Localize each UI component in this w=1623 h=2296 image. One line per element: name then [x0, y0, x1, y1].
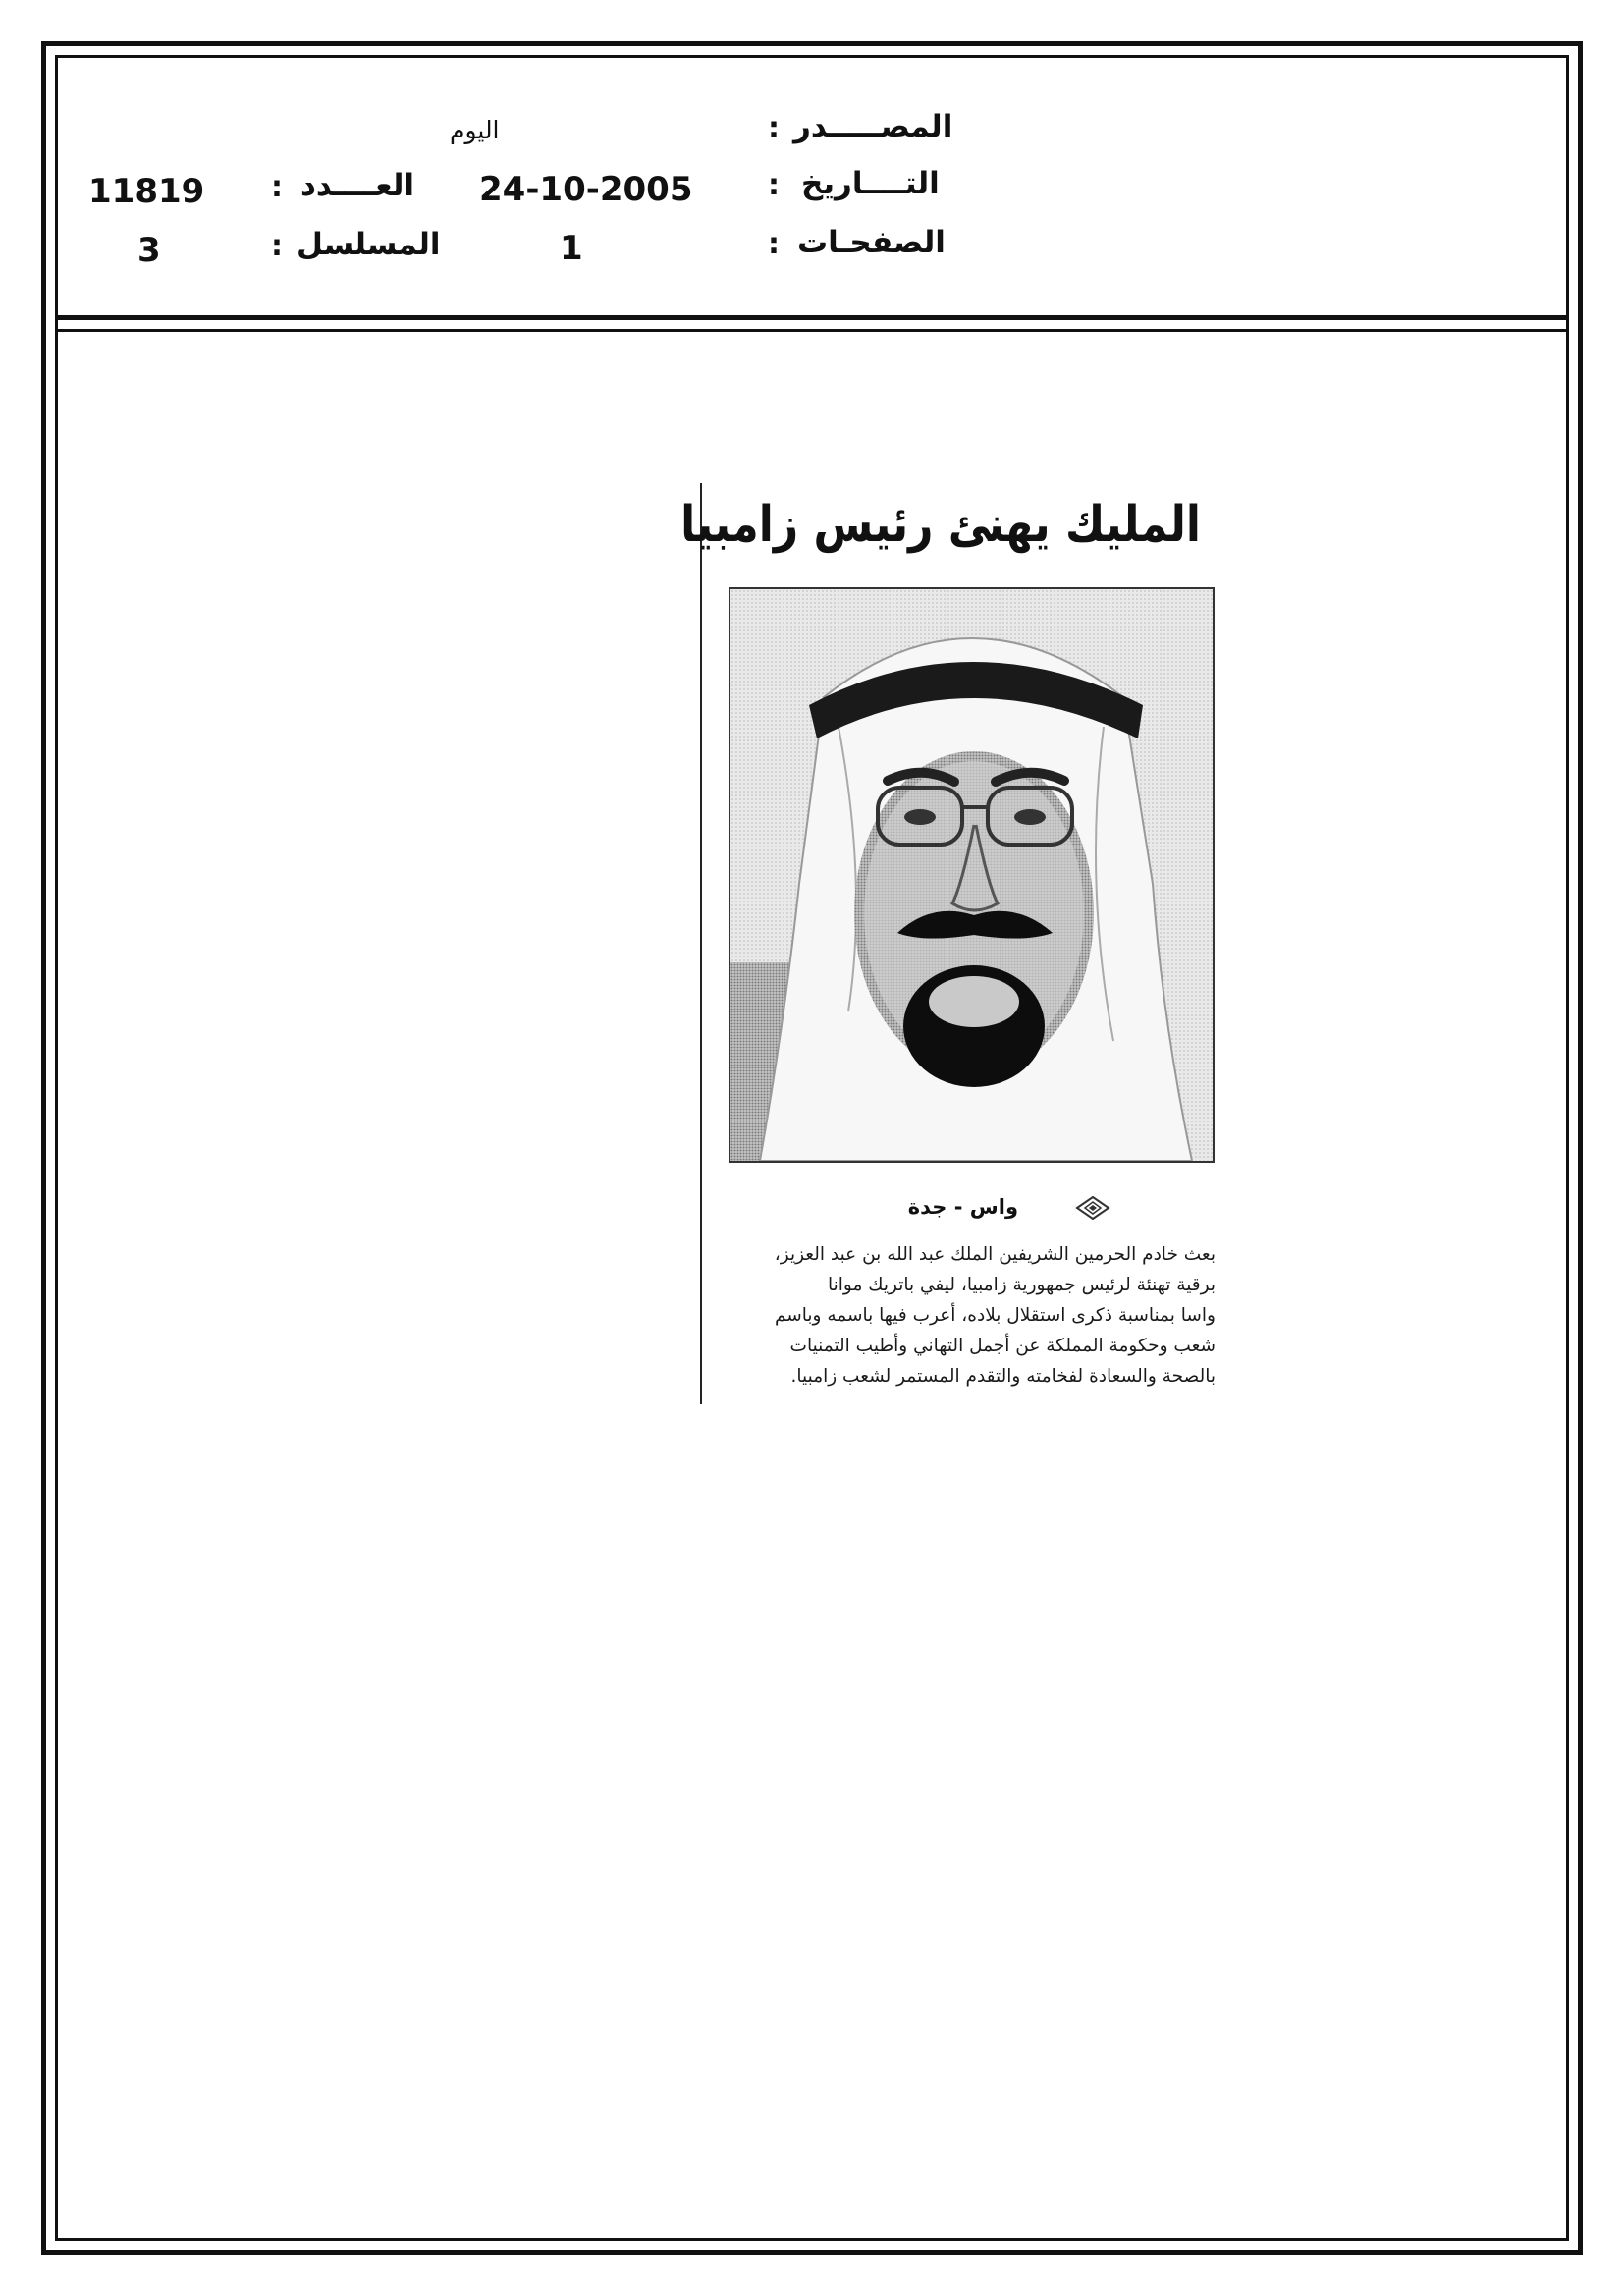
serial-value: 3 — [137, 231, 161, 270]
issue-colon: : — [271, 170, 283, 204]
article-byline: واس - جدة — [907, 1195, 1018, 1219]
serial-colon: : — [271, 229, 283, 263]
article-body-line: بالصحة والسعادة لفخامته والتقدم المستمر لشعب زامبيا. — [790, 1366, 1216, 1387]
pages-value: 1 — [560, 229, 583, 268]
source-label: المصـــــدر — [793, 109, 953, 144]
date-colon: : — [768, 168, 780, 202]
news-agency-logo-icon — [1073, 1193, 1112, 1223]
clipping-column-rule — [700, 483, 702, 1404]
issue-label: العــــدد — [300, 168, 414, 203]
portrait-photo — [729, 587, 1215, 1163]
date-value: 24-10-2005 — [479, 170, 693, 209]
source-value: اليوم — [450, 116, 500, 144]
header-divider-inner — [55, 329, 1569, 332]
pages-colon: : — [768, 227, 780, 261]
serial-label: المسلسل — [297, 227, 441, 262]
article-body-line: شعب وحكومة المملكة عن أجمل التهاني وأطيب التمنيات — [789, 1336, 1216, 1356]
article-body — [729, 1239, 1216, 1392]
pages-label: الصفحـات — [797, 225, 946, 260]
date-label: التــــاريخ — [801, 166, 940, 201]
source-colon: : — [768, 111, 780, 145]
issue-value: 11819 — [88, 172, 205, 211]
header-divider — [55, 315, 1569, 320]
article-body-line: برقية تهنئة لرئيس جمهورية زامبيا، ليفي باتريك موانا — [827, 1275, 1216, 1295]
portrait-illustration — [730, 589, 1213, 1161]
article-body-line: واسا بمناسبة ذكرى استقلال بلاده، أعرب فيها باسمه وباسم — [774, 1305, 1216, 1326]
article-body-line: بعث خادم الحرمين الشريفين الملك عبد الله بن عبد العزيز، — [774, 1244, 1216, 1265]
article-headline: المليك يهنئ رئيس زامبيا — [680, 496, 1201, 554]
